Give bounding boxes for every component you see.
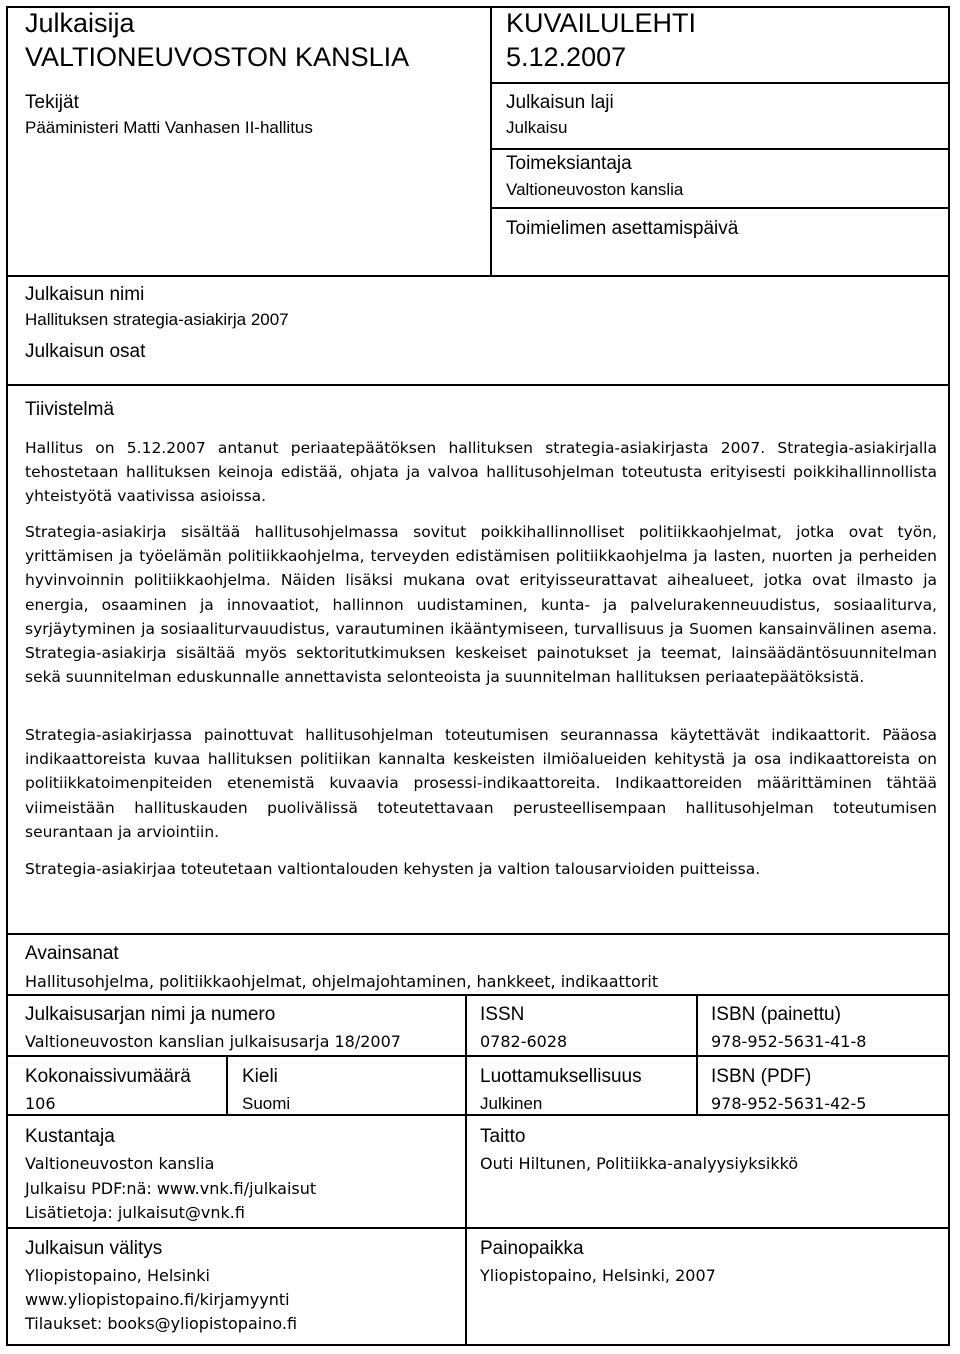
publication-name-label: Julkaisun nimi [25, 284, 145, 305]
confidentiality-label: Luottamuksellisuus [480, 1066, 642, 1087]
top-vertical-divider [490, 6, 492, 276]
divider-full-1 [6, 275, 950, 277]
pages-value: 106 [25, 1094, 56, 1113]
abstract-paragraph-3: Strategia-asiakirjassa painottuvat hallitusohjelman toteutumisen seurannassa käytettävät indikaattorit. Pääosa indikaattoreista kuvaa hallituksen politiikan kannalta keskeisten ilmiöalueiden kehitystä ja osa indikaattoreista on politiikkatoimenpiteiden etenemistä kuvaavia prosessi-indikaattoreita. Indikaattoreiden määrittäminen tähtää viimeistään hallituskauden puolivälissä toteutettavaan perusteellisempaan hallitusohjelman toteutumisen seurantaan ja arviointiin. [25, 726, 937, 841]
language-label: Kieli [242, 1066, 278, 1087]
keywords-label: Avainsanat [25, 943, 119, 964]
divider-right-2 [490, 148, 948, 150]
layout-label: Taitto [480, 1126, 526, 1147]
divider-full-6 [6, 1114, 950, 1116]
publication-type-label: Julkaisun laji [506, 92, 614, 113]
print-place-value: Yliopistopaino, Helsinki, 2007 [480, 1266, 716, 1285]
abstract-label: Tiivistelmä [25, 399, 115, 420]
distribution-line3: Tilaukset: books@yliopistopaino.fi [25, 1314, 298, 1333]
bottom-vertical-divider-1 [465, 994, 467, 1346]
publication-name-value: Hallituksen strategia-asiakirja 2007 [25, 310, 289, 329]
isbn-print-value: 978-952-5631-41-8 [711, 1032, 867, 1051]
distribution-label: Julkaisun välitys [25, 1238, 163, 1259]
divider-full-7 [6, 1227, 950, 1229]
issn-label: ISSN [480, 1004, 525, 1025]
doc-type-label: KUVAILULEHTI [506, 8, 697, 38]
divider-right-3 [490, 207, 948, 209]
commissioner-value: Valtioneuvoston kanslia [506, 180, 684, 199]
divider-right-1 [490, 82, 948, 84]
isbn-pdf-value: 978-952-5631-42-5 [711, 1094, 867, 1113]
abstract-paragraph-4: Strategia-asiakirjaa toteutetaan valtiontalouden kehysten ja valtion talousarvioiden puitteissa. [25, 860, 761, 878]
publisher-company-label: Kustantaja [25, 1126, 115, 1147]
issn-value: 0782-6028 [480, 1032, 568, 1051]
pages-label: Kokonaissivumäärä [25, 1066, 191, 1087]
commissioner-label: Toimeksiantaja [506, 153, 632, 174]
publisher-company-line1: Valtioneuvoston kanslia [25, 1154, 215, 1173]
authors-label: Tekijät [25, 92, 79, 113]
divider-full-2 [6, 384, 950, 386]
publisher-company-line2: Julkaisu PDF:nä: www.vnk.fi/julkaisut [25, 1179, 317, 1198]
abstract-paragraph-1: Hallitus on 5.12.2007 antanut periaatepäätöksen hallituksen strategia-asiakirjasta 2007. Strategia-asiakirjalla tehostetaan hallituksen keinoja edistää, ohjata ja valvoa hallitusohjelman toteutusta erityisesti poikkihallinnollista yhteistyötä vaativissa asioissa. [25, 439, 937, 506]
divider-full-5 [6, 1055, 950, 1057]
doc-date: 5.12.2007 [506, 42, 627, 72]
series-value: Valtioneuvoston kanslian julkaisusarja 18/2007 [25, 1032, 401, 1051]
publisher-value: VALTIONEUVOSTON KANSLIA [25, 42, 410, 72]
authors-value: Pääministeri Matti Vanhasen II-hallitus [25, 118, 313, 137]
divider-full-3 [6, 933, 950, 935]
pages-language-divider [226, 1055, 228, 1114]
layout-value: Outi Hiltunen, Politiikka-analyysiyksikkö [480, 1154, 799, 1173]
isbn-print-label: ISBN (painettu) [711, 1004, 841, 1025]
divider-full-4 [6, 994, 950, 996]
distribution-line2: www.yliopistopaino.fi/kirjamyynti [25, 1290, 290, 1309]
publisher-label: Julkaisija [25, 8, 135, 38]
distribution-line1: Yliopistopaino, Helsinki [25, 1266, 210, 1285]
isbn-pdf-label: ISBN (PDF) [711, 1066, 812, 1087]
keywords-value: Hallitusohjelma, politiikkaohjelmat, ohjelmajohtaminen, hankkeet, indikaattorit [25, 972, 659, 991]
publication-type-value: Julkaisu [506, 118, 568, 137]
series-label: Julkaisusarjan nimi ja numero [25, 1004, 276, 1025]
abstract-paragraph-2: Strategia-asiakirja sisältää hallitusohjelmassa sovitut poikkihallinnolliset politiikkaohjelmat, jotka ovat työn, yrittämisen ja työelämän politiikkaohjelma, terveyden edistämisen politiikkaohjelma ja lasten, nuorten ja perheiden hyvinvoinnin politiikkaohjelma. Näiden lisäksi mukana ovat erityisseurattavat aihealueet, jotka ovat ilmasto ja energia, osaaminen ja innovaatiot, hallinnon uudistaminen, kunta- ja palvelurakenneuudistus, sosiaaliturva, syrjäytyminen ja sosiaaliturvauudistus, varautuminen ikääntymiseen, turvallisuus ja Suomen kansainvälinen asema. Strategia-asiakirja sisältää myös sektoritutkimuksen keskeiset painotukset ja teemat, lainsäädäntösuunnitelman sekä suunnitelman eduskunnalle annettavista selonteoista ja suunnitelman hallituksen periaatepäätöksistä. [25, 523, 937, 687]
appointment-date-label: Toimielimen asettamispäivä [506, 218, 739, 239]
print-place-label: Painopaikka [480, 1238, 584, 1259]
confidentiality-value: Julkinen [480, 1094, 543, 1113]
bottom-vertical-divider-2 [696, 994, 698, 1114]
publication-parts-label: Julkaisun osat [25, 341, 146, 362]
publisher-company-line3: Lisätietoja: julkaisut@vnk.fi [25, 1203, 245, 1222]
language-value: Suomi [242, 1094, 291, 1113]
